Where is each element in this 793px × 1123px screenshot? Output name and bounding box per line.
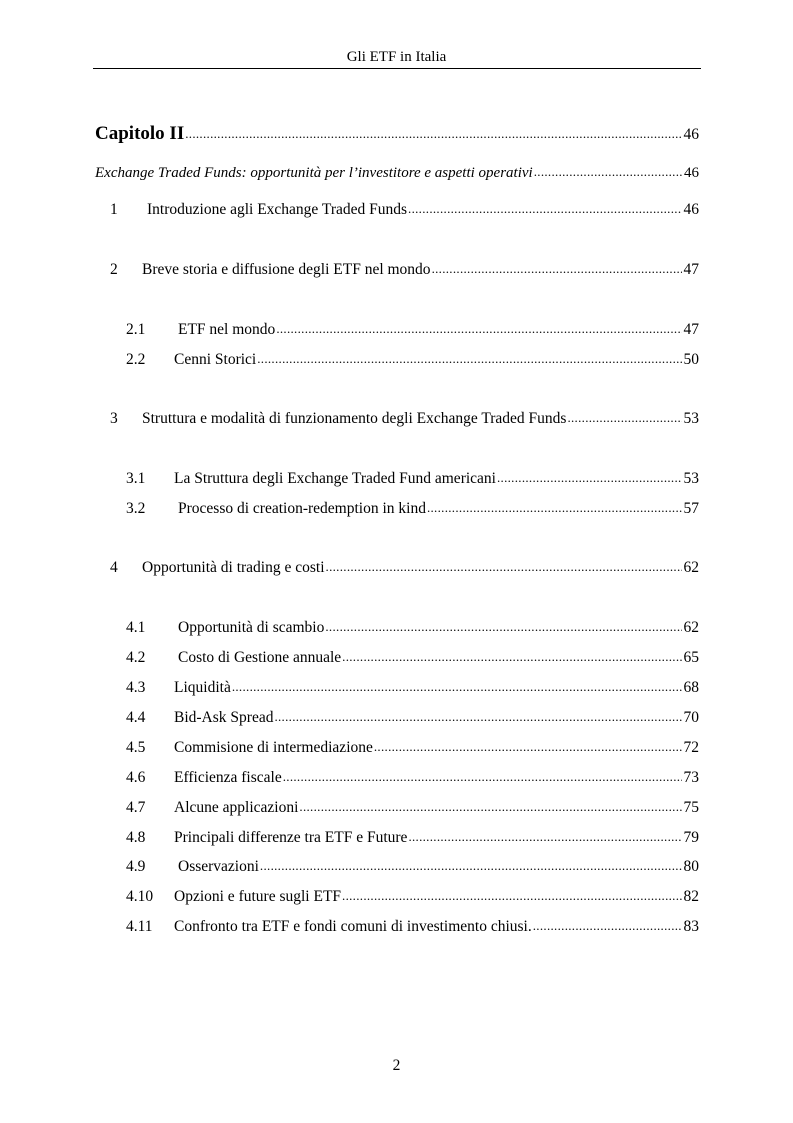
toc-entry-page: 82 <box>683 888 699 905</box>
dot-leader <box>342 886 681 906</box>
toc-entry[interactable] <box>95 618 699 638</box>
toc-entry-title: Alcune applicazioni <box>174 799 299 816</box>
dot-leader <box>257 349 681 369</box>
toc-subtitle-entry[interactable] <box>95 163 699 183</box>
chapter-page: 46 <box>683 126 699 143</box>
toc-entry-title: Cenni Storici <box>174 351 257 368</box>
toc-entry-title: Struttura e modalità di funzionamento degli Exchange Traded Funds <box>142 410 567 427</box>
toc-entry-title: Commisione di intermediazione <box>174 739 373 756</box>
toc-entry-number: 4.3 <box>126 679 146 696</box>
dot-leader <box>185 121 681 146</box>
toc-entry-page: 68 <box>683 679 699 696</box>
toc-entry[interactable] <box>95 499 699 519</box>
toc-entry[interactable] <box>95 917 699 937</box>
dot-leader <box>408 827 681 847</box>
toc-entry-number: 4.4 <box>126 709 146 726</box>
toc-entry-page: 73 <box>683 769 699 786</box>
toc-entry[interactable] <box>95 350 699 370</box>
toc-entry-number: 3 <box>110 410 118 427</box>
toc-chapter-entry[interactable] <box>95 122 699 147</box>
dot-leader <box>533 916 682 936</box>
toc-entry-title: Confronto tra ETF e fondi comuni di investimento chiusi. <box>174 918 532 935</box>
dot-leader <box>299 797 681 817</box>
dot-leader <box>283 767 682 787</box>
running-header: Gli ETF in Italia <box>346 49 447 65</box>
toc-entry-title: Processo di creation-redemption in kind <box>178 500 426 517</box>
toc-entry-number: 3.2 <box>126 500 146 517</box>
toc-entry[interactable] <box>95 768 699 788</box>
toc-entry-number: 4 <box>110 559 118 576</box>
toc-entry[interactable] <box>95 409 699 429</box>
toc-entry-title: Breve storia e diffusione degli ETF nel mondo <box>142 261 431 278</box>
toc-entry-page: 47 <box>683 261 699 278</box>
toc-entry[interactable] <box>95 260 699 280</box>
subtitle-text: Exchange Traded Funds: opportunità per l’investitore e aspetti operativi <box>95 165 533 181</box>
toc-entry-page: 79 <box>683 829 699 846</box>
subtitle-page: 46 <box>684 165 699 181</box>
toc-entry-number: 4.11 <box>126 918 153 935</box>
toc-entry-title: Opportunità di scambio <box>178 619 325 636</box>
toc-entry-page: 50 <box>683 351 699 368</box>
header-rule <box>93 68 701 69</box>
toc-entry[interactable] <box>95 857 699 877</box>
dot-leader <box>567 408 681 428</box>
toc-entry[interactable] <box>95 678 699 698</box>
toc-entry[interactable] <box>95 828 699 848</box>
dot-leader <box>326 557 682 577</box>
toc-entry-page: 53 <box>683 470 699 487</box>
toc-entry-page: 65 <box>683 649 699 666</box>
toc-entry-number: 4.2 <box>126 649 146 666</box>
toc-entry[interactable] <box>95 469 699 489</box>
toc-entry-number: 1 <box>110 201 118 218</box>
dot-leader <box>374 737 682 757</box>
toc-entry[interactable] <box>95 320 699 340</box>
dot-leader <box>432 259 682 279</box>
dot-leader <box>276 319 681 339</box>
toc-entry-page: 62 <box>683 619 699 636</box>
toc-entry-page: 46 <box>683 201 699 218</box>
toc-entry-title: Bid-Ask Spread <box>174 709 274 726</box>
toc-entry-number: 4.7 <box>126 799 146 816</box>
toc-entry-number: 4.9 <box>126 858 146 875</box>
toc-entry-title: Costo di Gestione annuale <box>178 649 342 666</box>
page-number: 2 <box>392 1057 401 1074</box>
dot-leader <box>325 617 681 637</box>
toc-entry-title: Liquidità <box>174 679 231 696</box>
toc-entry-page: 80 <box>683 858 699 875</box>
toc-entry[interactable] <box>95 738 699 758</box>
toc-entry[interactable] <box>95 798 699 818</box>
dot-leader <box>497 468 682 488</box>
toc-entry-page: 57 <box>683 500 699 517</box>
toc-entry-number: 4.8 <box>126 829 146 846</box>
toc-entry-number: 3.1 <box>126 470 146 487</box>
toc-entry-page: 70 <box>683 709 699 726</box>
toc-entry-number: 2.2 <box>126 351 146 368</box>
toc-entry-title: Efficienza fiscale <box>174 769 282 786</box>
toc-entry-number: 4.10 <box>126 888 154 905</box>
dot-leader <box>232 677 682 697</box>
toc-entry-page: 83 <box>683 918 699 935</box>
toc-entry-number: 2.1 <box>126 321 146 338</box>
toc-entry-number: 4.6 <box>126 769 146 786</box>
toc-entry-title: La Struttura degli Exchange Traded Fund americani <box>174 470 496 487</box>
toc-entry-title: Opzioni e future sugli ETF <box>174 888 342 905</box>
dot-leader <box>274 707 681 727</box>
dot-leader <box>534 162 682 182</box>
dot-leader <box>408 199 681 219</box>
toc-entry-page: 72 <box>683 739 699 756</box>
toc-entry-number: 4.5 <box>126 739 146 756</box>
chapter-title: Capitolo II <box>95 123 185 144</box>
toc-entry-title: Osservazioni <box>178 858 259 875</box>
dot-leader <box>342 647 681 667</box>
toc-entry[interactable] <box>95 648 699 668</box>
toc-entry[interactable] <box>95 887 699 907</box>
dot-leader <box>260 856 682 876</box>
toc-entry-title: Opportunità di trading e costi <box>142 559 325 576</box>
toc-entry-number: 4.1 <box>126 619 146 636</box>
toc-entry-page: 62 <box>683 559 699 576</box>
toc-entry-page: 75 <box>683 799 699 816</box>
dot-leader <box>427 498 682 518</box>
toc-entry-title: Principali differenze tra ETF e Future <box>174 829 408 846</box>
toc-entry-page: 47 <box>683 321 699 338</box>
toc-entry[interactable] <box>95 200 699 220</box>
toc-entry-title: ETF nel mondo <box>178 321 276 338</box>
toc-entry-page: 53 <box>683 410 699 427</box>
toc-entry[interactable] <box>95 708 699 728</box>
toc-entry[interactable] <box>95 558 699 578</box>
toc-entry-title: Introduzione agli Exchange Traded Funds <box>147 201 408 218</box>
toc-entry-number: 2 <box>110 261 118 278</box>
